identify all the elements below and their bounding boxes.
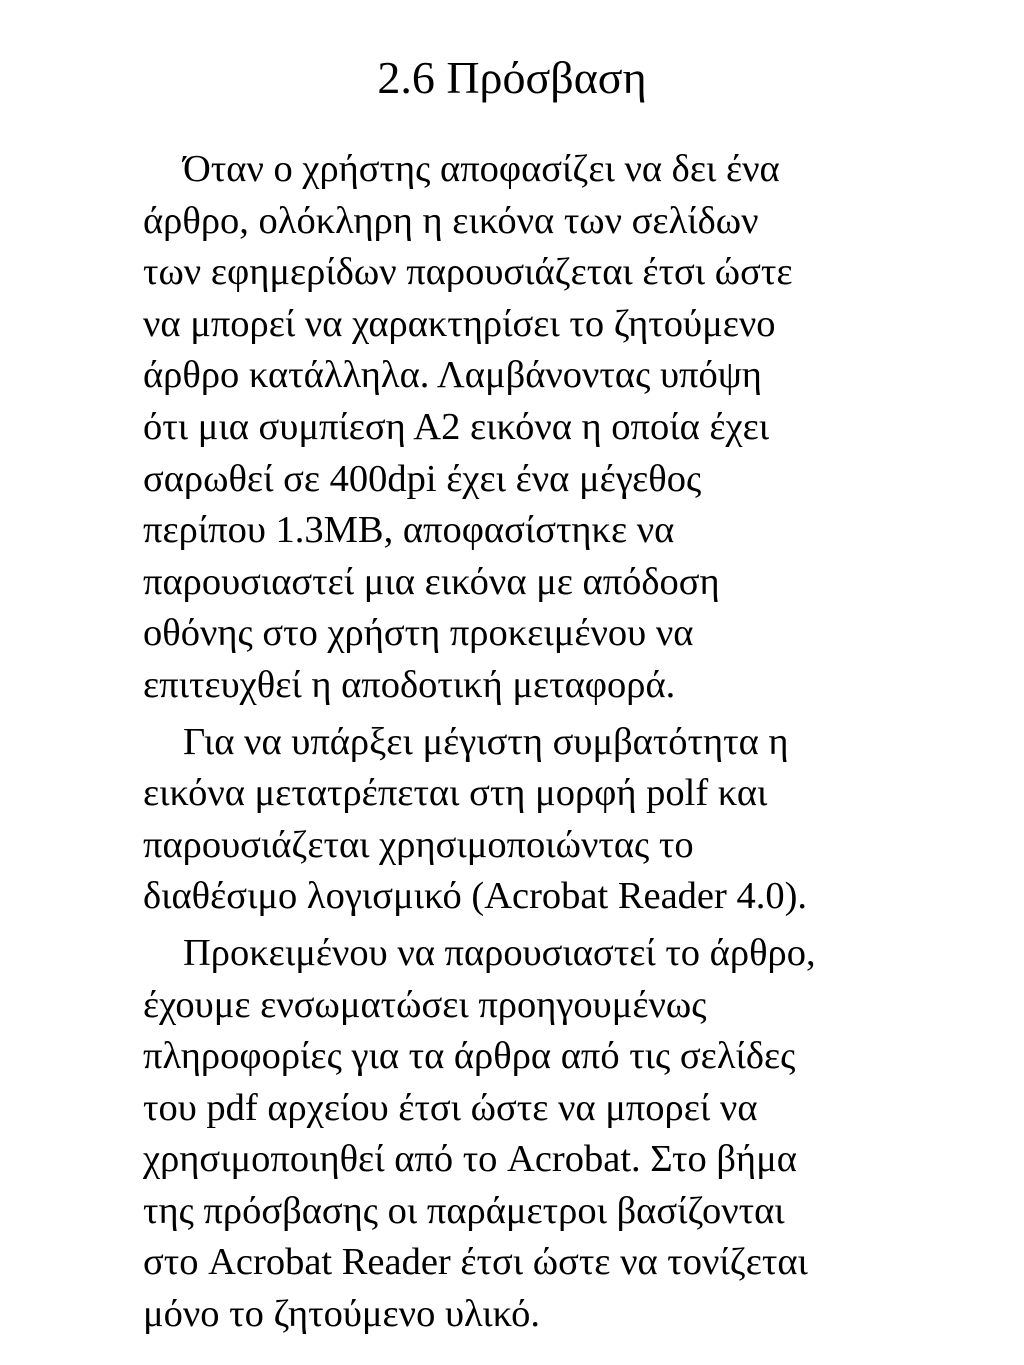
paragraph-3 (143, 928, 943, 1341)
document-body (143, 144, 943, 1341)
text-line: περίπου 1.3MB, αποφασίστηκε να (143, 509, 675, 552)
text-line: να μπορεί να χαρακτηρίσει το ζητούμενο (143, 302, 776, 345)
paragraph-2 (143, 717, 943, 923)
paragraph-1 (143, 144, 943, 712)
text-line: επιτευχθεί η αποδοτική μεταφορά. (143, 663, 676, 706)
text-line: μόνο το ζητούμενο υλικό. (143, 1293, 541, 1336)
text-line: στο Acrobat Reader έτσι ώστε να τονίζεται (143, 1241, 808, 1284)
text-line: ότι μια συμπίεση Α2 εικόνα η οποία έχει (143, 405, 770, 448)
text-line: άρθρο κατάλληλα. Λαμβάνοντας υπόψη (143, 354, 762, 397)
text-line: του pdf αρχείου έτσι ώστε να μπορεί να (143, 1086, 758, 1129)
text-line: έχουμε ενσωματώσει προηγουμένως (143, 983, 707, 1026)
text-line: πληροφορίες για τα άρθρα από τις σελίδες (143, 1035, 796, 1078)
text-line: Όταν ο χρήστης αποφασίζει να δει ένα (183, 148, 780, 190)
text-line: χρησιμοποιηθεί από το Acrobat. Στο βήμα (143, 1138, 797, 1181)
text-line: σαρωθεί σε 400dpi έχει ένα μέγεθος (143, 457, 702, 500)
text-line: Για να υπάρξει μέγιστη συμβατότητα η (183, 720, 789, 763)
text-line: διαθέσιμο λογισμικό (Acrobat Reader 4.0). (143, 875, 808, 918)
text-line: άρθρο, ολόκληρη η εικόνα των σελίδων (143, 199, 759, 242)
text-line: της πρόσβασης οι παράμετροι βασίζονται (143, 1189, 785, 1232)
text-line: οθόνης στο χρήστη προκειμένου να (143, 612, 694, 655)
text-line: παρουσιάζεται χρησιμοποιώντας το (143, 823, 694, 866)
page-title: 2.6 Πρόσβαση (377, 52, 647, 103)
text-line: των εφημερίδων παρουσιάζεται έτσι ώστε (143, 251, 793, 294)
text-line: εικόνα μετατρέπεται στη μορφή polf και (143, 772, 768, 815)
text-line: Προκειμένου να παρουσιαστεί το άρθρο, (183, 931, 816, 974)
text-line: παρουσιαστεί μια εικόνα με απόδοση (143, 560, 720, 603)
